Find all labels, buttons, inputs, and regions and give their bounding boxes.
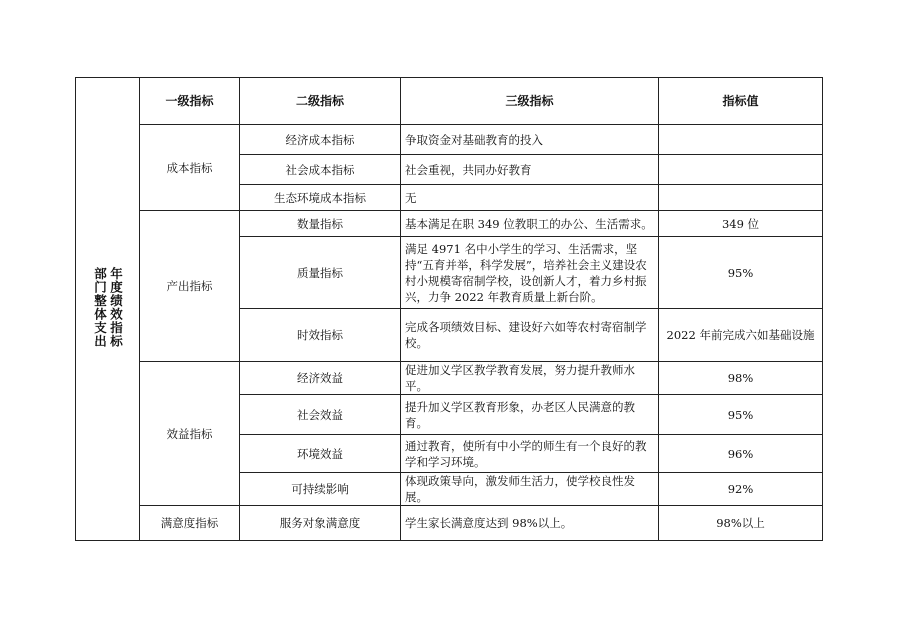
header-level3: 三级指标 [401, 78, 659, 125]
level3-cell: 完成各项绩效目标、建设好六如等农村寄宿制学校。 [401, 309, 659, 362]
level3-cell: 满足 4971 名中小学生的学习、生活需求，坚持“五育并举，科学发展”，培养社会主义建设农村小规模寄宿制学校，设创新人才，着力乡村振兴，力争 2022 年教育质量上新台阶。 [401, 237, 659, 309]
performance-indicator-table [75, 77, 823, 541]
level3-cell: 促进加义学区教学教育发展，努力提升教师水平。 [401, 362, 659, 395]
level3-cell: 基本满足在职 349 位教职工的办公、生活需求。 [401, 211, 659, 237]
level2-cell: 社会效益 [240, 395, 401, 435]
level2-cell: 质量指标 [240, 237, 401, 309]
level3-cell: 争取资金对基础教育的投入 [401, 125, 659, 155]
header-row [76, 78, 823, 125]
side-label-line2: 部门整体支出 [92, 266, 108, 348]
side-label-line1: 年度绩效指标 [108, 266, 124, 348]
value-cell [659, 155, 823, 185]
side-label-cell [76, 78, 140, 541]
level2-cell: 时效指标 [240, 309, 401, 362]
table-row [76, 506, 823, 541]
value-cell [659, 185, 823, 211]
table-row [76, 211, 823, 237]
value-cell: 92% [659, 473, 823, 506]
table-row [76, 125, 823, 155]
level3-cell: 通过教育，使所有中小学的师生有一个良好的教学和学习环境。 [401, 435, 659, 473]
level1-cell: 成本指标 [140, 125, 240, 211]
header-level1: 一级指标 [140, 78, 240, 125]
value-cell: 95% [659, 237, 823, 309]
header-level2: 二级指标 [240, 78, 401, 125]
value-cell: 98%以上 [659, 506, 823, 541]
table-row [76, 362, 823, 395]
value-cell: 2022 年前完成六如基础设施 [659, 309, 823, 362]
level3-cell: 无 [401, 185, 659, 211]
level2-cell: 经济成本指标 [240, 125, 401, 155]
level2-cell: 服务对象满意度 [240, 506, 401, 541]
level2-cell: 环境效益 [240, 435, 401, 473]
value-cell: 98% [659, 362, 823, 395]
level3-cell: 社会重视，共同办好教育 [401, 155, 659, 185]
level3-cell: 提升加义学区教育形象，办老区人民满意的教育。 [401, 395, 659, 435]
level3-cell: 体现政策导向，激发师生活力，使学校良性发展。 [401, 473, 659, 506]
level2-cell: 社会成本指标 [240, 155, 401, 185]
value-cell: 349 位 [659, 211, 823, 237]
level1-cell: 产出指标 [140, 211, 240, 362]
level1-cell: 满意度指标 [140, 506, 240, 541]
level3-cell: 学生家长满意度达到 98%以上。 [401, 506, 659, 541]
value-cell [659, 125, 823, 155]
level1-cell: 效益指标 [140, 362, 240, 506]
value-cell: 96% [659, 435, 823, 473]
header-value: 指标值 [659, 78, 823, 125]
level2-cell: 生态环境成本指标 [240, 185, 401, 211]
value-cell: 95% [659, 395, 823, 435]
level2-cell: 数量指标 [240, 211, 401, 237]
level2-cell: 可持续影响 [240, 473, 401, 506]
level2-cell: 经济效益 [240, 362, 401, 395]
